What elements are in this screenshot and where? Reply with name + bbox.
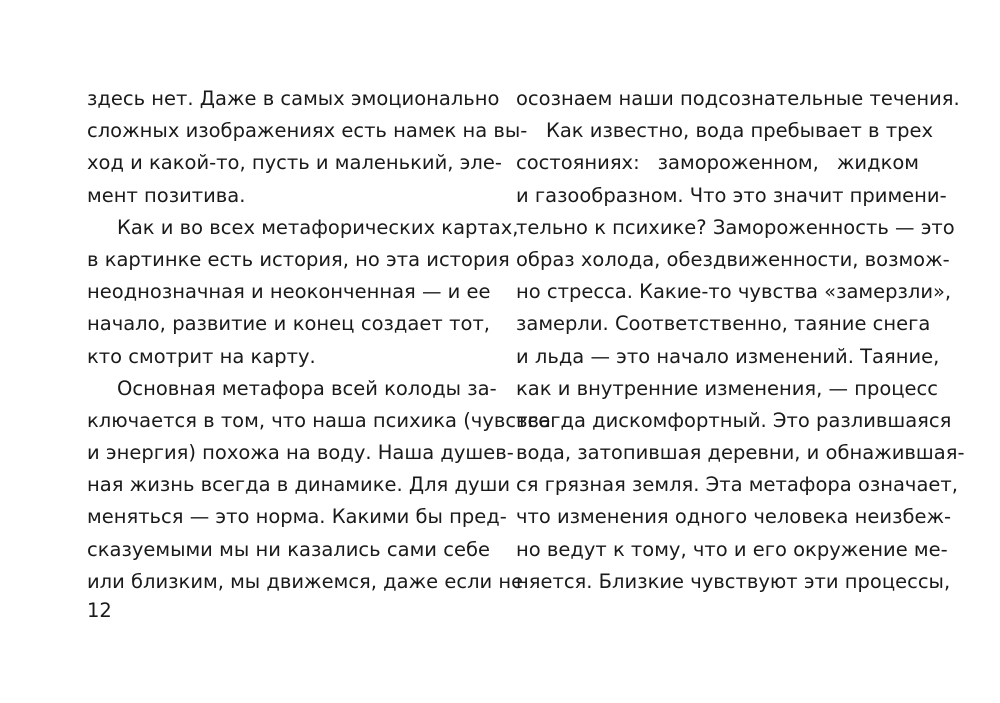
text-line: осознаем наши подсознательные течения. xyxy=(516,87,960,110)
text-line: ключается в том, что наша психика (чувства xyxy=(87,408,551,432)
text-line: сказуемыми мы ни казались сами себе xyxy=(87,537,490,561)
text-line: меняться — это норма. Какими бы пред- xyxy=(87,505,507,529)
text-line: состояниях: замороженном, жидком xyxy=(516,151,919,175)
text-line: образ холода, обездвиженности, возмож- xyxy=(516,247,950,271)
text-line: мент позитива. xyxy=(87,183,246,207)
page-number: 12 xyxy=(87,599,112,622)
text-line: ная жизнь всегда в динамике. Для души xyxy=(87,473,511,497)
text-line: всегда дискомфортный. Это разлившаяся xyxy=(516,408,952,432)
right-text-column xyxy=(516,83,965,598)
text-line: замерли. Соответственно, таяние снега xyxy=(516,312,931,336)
text-line: ся грязная земля. Эта метафора означает, xyxy=(516,473,958,497)
text-line: няется. Близкие чувствуют эти процессы, xyxy=(516,569,951,593)
text-line: но ведут к тому, что и его окружение ме- xyxy=(516,537,948,561)
text-line: Основная метафора всей колоды за- xyxy=(117,376,497,400)
text-line: кто смотрит на карту. xyxy=(87,344,316,368)
text-line: и газообразном. Что это значит примени- xyxy=(516,183,947,207)
text-line: что изменения одного человека неизбеж- xyxy=(516,505,952,529)
text-line: Как и во всех метафорических картах, xyxy=(117,215,519,239)
text-line: вода, затопившая деревни, и обнажившая- xyxy=(516,441,965,465)
text-line: и льда — это начало изменений. Таяние, xyxy=(516,344,940,368)
text-line: но стресса. Какие-то чувства «замерзли», xyxy=(516,280,952,304)
text-line: тельно к психике? Замороженность — это xyxy=(516,215,955,239)
left-text-column xyxy=(87,83,551,598)
text-line: в картинке есть история, но эта история xyxy=(87,247,510,271)
text-line: сложных изображениях есть намек на вы- xyxy=(87,119,528,143)
text-line: или близким, мы движемся, даже если не xyxy=(87,569,524,593)
text-line: и энергия) похожа на воду. Наша душев- xyxy=(87,441,514,465)
text-line: как и внутренние изменения, — процесс xyxy=(516,376,938,400)
text-line: неоднозначная и неоконченная — и ее xyxy=(87,280,491,304)
text-line: здесь нет. Даже в самых эмоционально xyxy=(87,87,500,110)
text-line: начало, развитие и конец создает тот, xyxy=(87,312,490,336)
text-line: Как известно, вода пребывает в трех xyxy=(546,119,934,143)
text-line: ход и какой-то, пусть и маленький, эле- xyxy=(87,151,502,175)
